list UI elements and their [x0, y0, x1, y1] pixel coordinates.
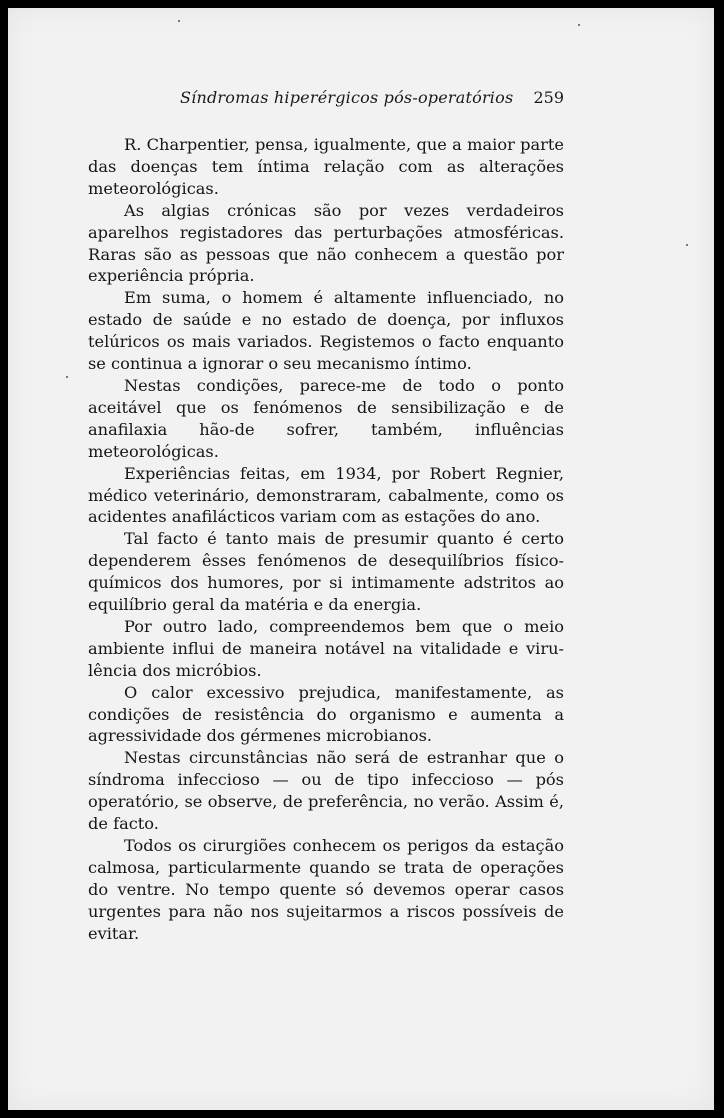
ink-speck — [578, 24, 580, 26]
paragraph: O calor excessivo prejudica, manifestamente, as condições de resistência do organismo e aumenta a agressividade dos gérmenes microbianos. — [88, 682, 564, 746]
page-header — [88, 88, 564, 108]
ink-speck — [178, 20, 180, 22]
body-text — [88, 134, 564, 945]
paragraph: Tal facto é tanto mais de presumir quanto é certo dependerem êsses fenómenos de desequilíbrios físico-químicos dos humores, por si intimamente adstritos ao equilíbrio geral da matéria e da energia. — [88, 529, 564, 615]
running-title: Síndromas hiperérgicos pós-operatórios — [180, 88, 514, 107]
paragraph: Nestas circunstâncias não será de estranhar que o síndroma infeccioso — ou de tipo infeccioso — pós operatório, se observe, de preferência, no verão. Assim é, de facto. — [88, 748, 564, 834]
paragraph: As algias crónicas são por vezes verdadeiros aparelhos registadores das perturbações atmosféricas. Raras são as pessoas que não conhecem a questão por experiência própria. — [88, 200, 564, 286]
ink-speck — [66, 376, 68, 378]
paragraph: R. Charpentier, pensa, igualmente, que a maior parte das doenças tem íntima relação com as alterações meteorológicas. — [88, 135, 564, 198]
paragraph: Por outro lado, compreendemos bem que o meio ambiente influi de maneira notável na vitalidade e virulência dos micróbios. — [88, 616, 564, 680]
paragraph: Nestas condições, parece-me de todo o ponto aceitável que os fenómenos de sensibilização e de anafilaxia hão-de sofrer, também, influências meteorológicas. — [88, 375, 564, 461]
paragraph: Todos os cirurgiões conhecem os perigos da estação calmosa, particularmente quando se trata de operações do ventre. No tempo quente só devemos operar casos urgentes para não nos sujeitarmos a riscos possíveis de evitar. — [88, 836, 564, 943]
page-number: 259 — [533, 88, 564, 107]
paragraph: Experiências feitas, em 1934, por Robert Regnier, médico veterinário, demonstraram, cabalmente, como os acidentes anafilácticos variam com as estações do ano. — [88, 463, 564, 527]
ink-speck — [686, 244, 688, 246]
paragraph: Em suma, o homem é altamente influenciado, no estado de saúde e no estado de doença, por influxos telúricos os mais variados. Registemos o facto enquanto se continua a ignorar o seu mecanismo íntimo. — [88, 288, 564, 374]
page — [8, 8, 714, 1110]
